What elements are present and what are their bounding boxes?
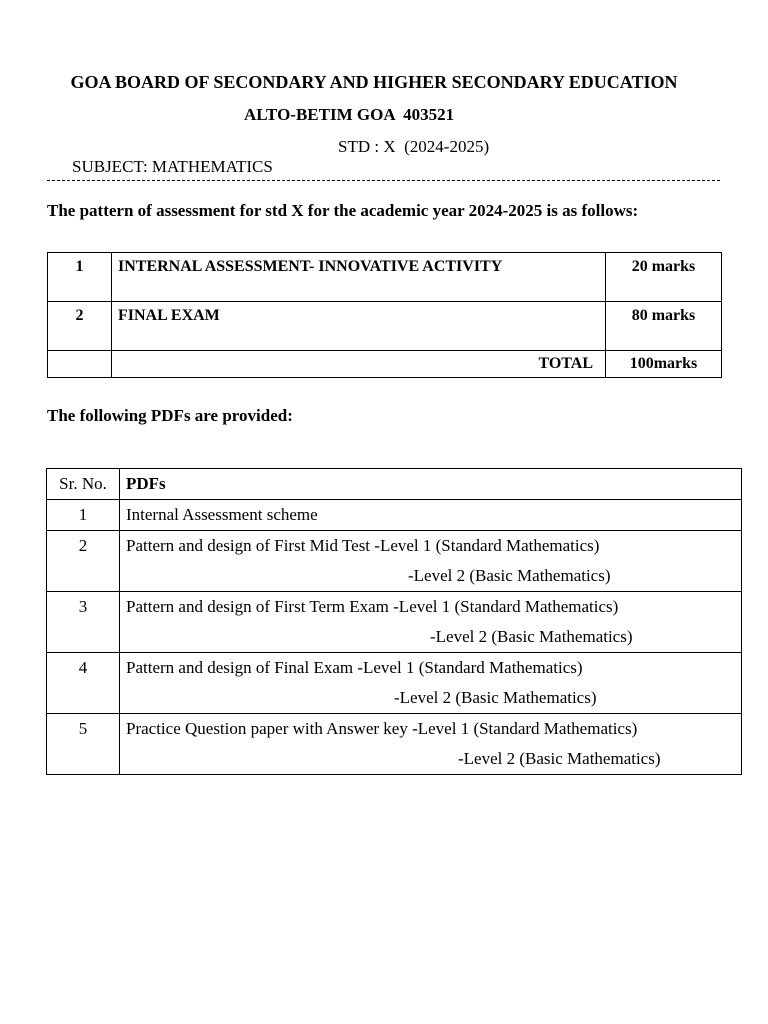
pdf-description [120, 714, 742, 775]
board-title: GOA BOARD OF SECONDARY AND HIGHER SECONDARY EDUCATION [70, 72, 678, 92]
pdf-title: Pattern and design of Final Exam -Level 1 (Standard Mathematics) [126, 658, 583, 677]
pdf-table [46, 468, 742, 775]
sr-no-header: Sr. No. [47, 469, 120, 500]
table-row [47, 500, 742, 531]
pdf-level2: -Level 2 (Basic Mathematics) [408, 566, 611, 585]
pdf-description [120, 592, 742, 653]
sr-no: 3 [47, 592, 120, 653]
pdf-level2: -Level 2 (Basic Mathematics) [458, 749, 661, 768]
board-address: ALTO-BETIM GOA 403521 [244, 105, 455, 124]
sr-no: 5 [47, 714, 120, 775]
pdf-title: Practice Question paper with Answer key -Level 1 (Standard Mathematics) [126, 719, 638, 738]
total-label: TOTAL [112, 351, 606, 378]
sr-no: 4 [47, 653, 120, 714]
table-row [47, 653, 742, 714]
pdf-description [120, 500, 742, 531]
pdf-description [120, 531, 742, 592]
assessment-component: FINAL EXAM [112, 302, 606, 351]
subject-label: SUBJECT: MATHEMATICS [72, 157, 273, 176]
table-row [47, 531, 742, 592]
table-row [48, 302, 722, 351]
empty-cell [48, 351, 112, 378]
pdf-description [120, 653, 742, 714]
assessment-marks: 80 marks [606, 302, 722, 351]
pdf-title: Pattern and design of First Mid Test -Level 1 (Standard Mathematics) [126, 536, 600, 555]
assessment-table [47, 252, 722, 378]
table-row [47, 592, 742, 653]
dashed-divider [47, 180, 720, 181]
total-marks: 100marks [606, 351, 722, 378]
assessment-intro: The pattern of assessment for std X for the academic year 2024-2025 is as follows: [47, 201, 639, 220]
assessment-marks: 20 marks [606, 253, 722, 302]
pdfs-header: PDFs [120, 469, 742, 500]
sr-no: 2 [47, 531, 120, 592]
row-number: 1 [48, 253, 112, 302]
row-number: 2 [48, 302, 112, 351]
sr-no: 1 [47, 500, 120, 531]
table-header-row [47, 469, 742, 500]
pdf-title: Internal Assessment scheme [126, 505, 318, 524]
table-row [47, 714, 742, 775]
pdf-level2: -Level 2 (Basic Mathematics) [394, 688, 597, 707]
pdfs-heading: The following PDFs are provided: [47, 406, 293, 425]
pdf-level2: -Level 2 (Basic Mathematics) [430, 627, 633, 646]
std-label: STD : X (2024-2025) [338, 137, 490, 156]
total-row [48, 351, 722, 378]
table-row [48, 253, 722, 302]
assessment-component: INTERNAL ASSESSMENT- INNOVATIVE ACTIVITY [112, 253, 606, 302]
pdf-title: Pattern and design of First Term Exam -Level 1 (Standard Mathematics) [126, 597, 619, 616]
